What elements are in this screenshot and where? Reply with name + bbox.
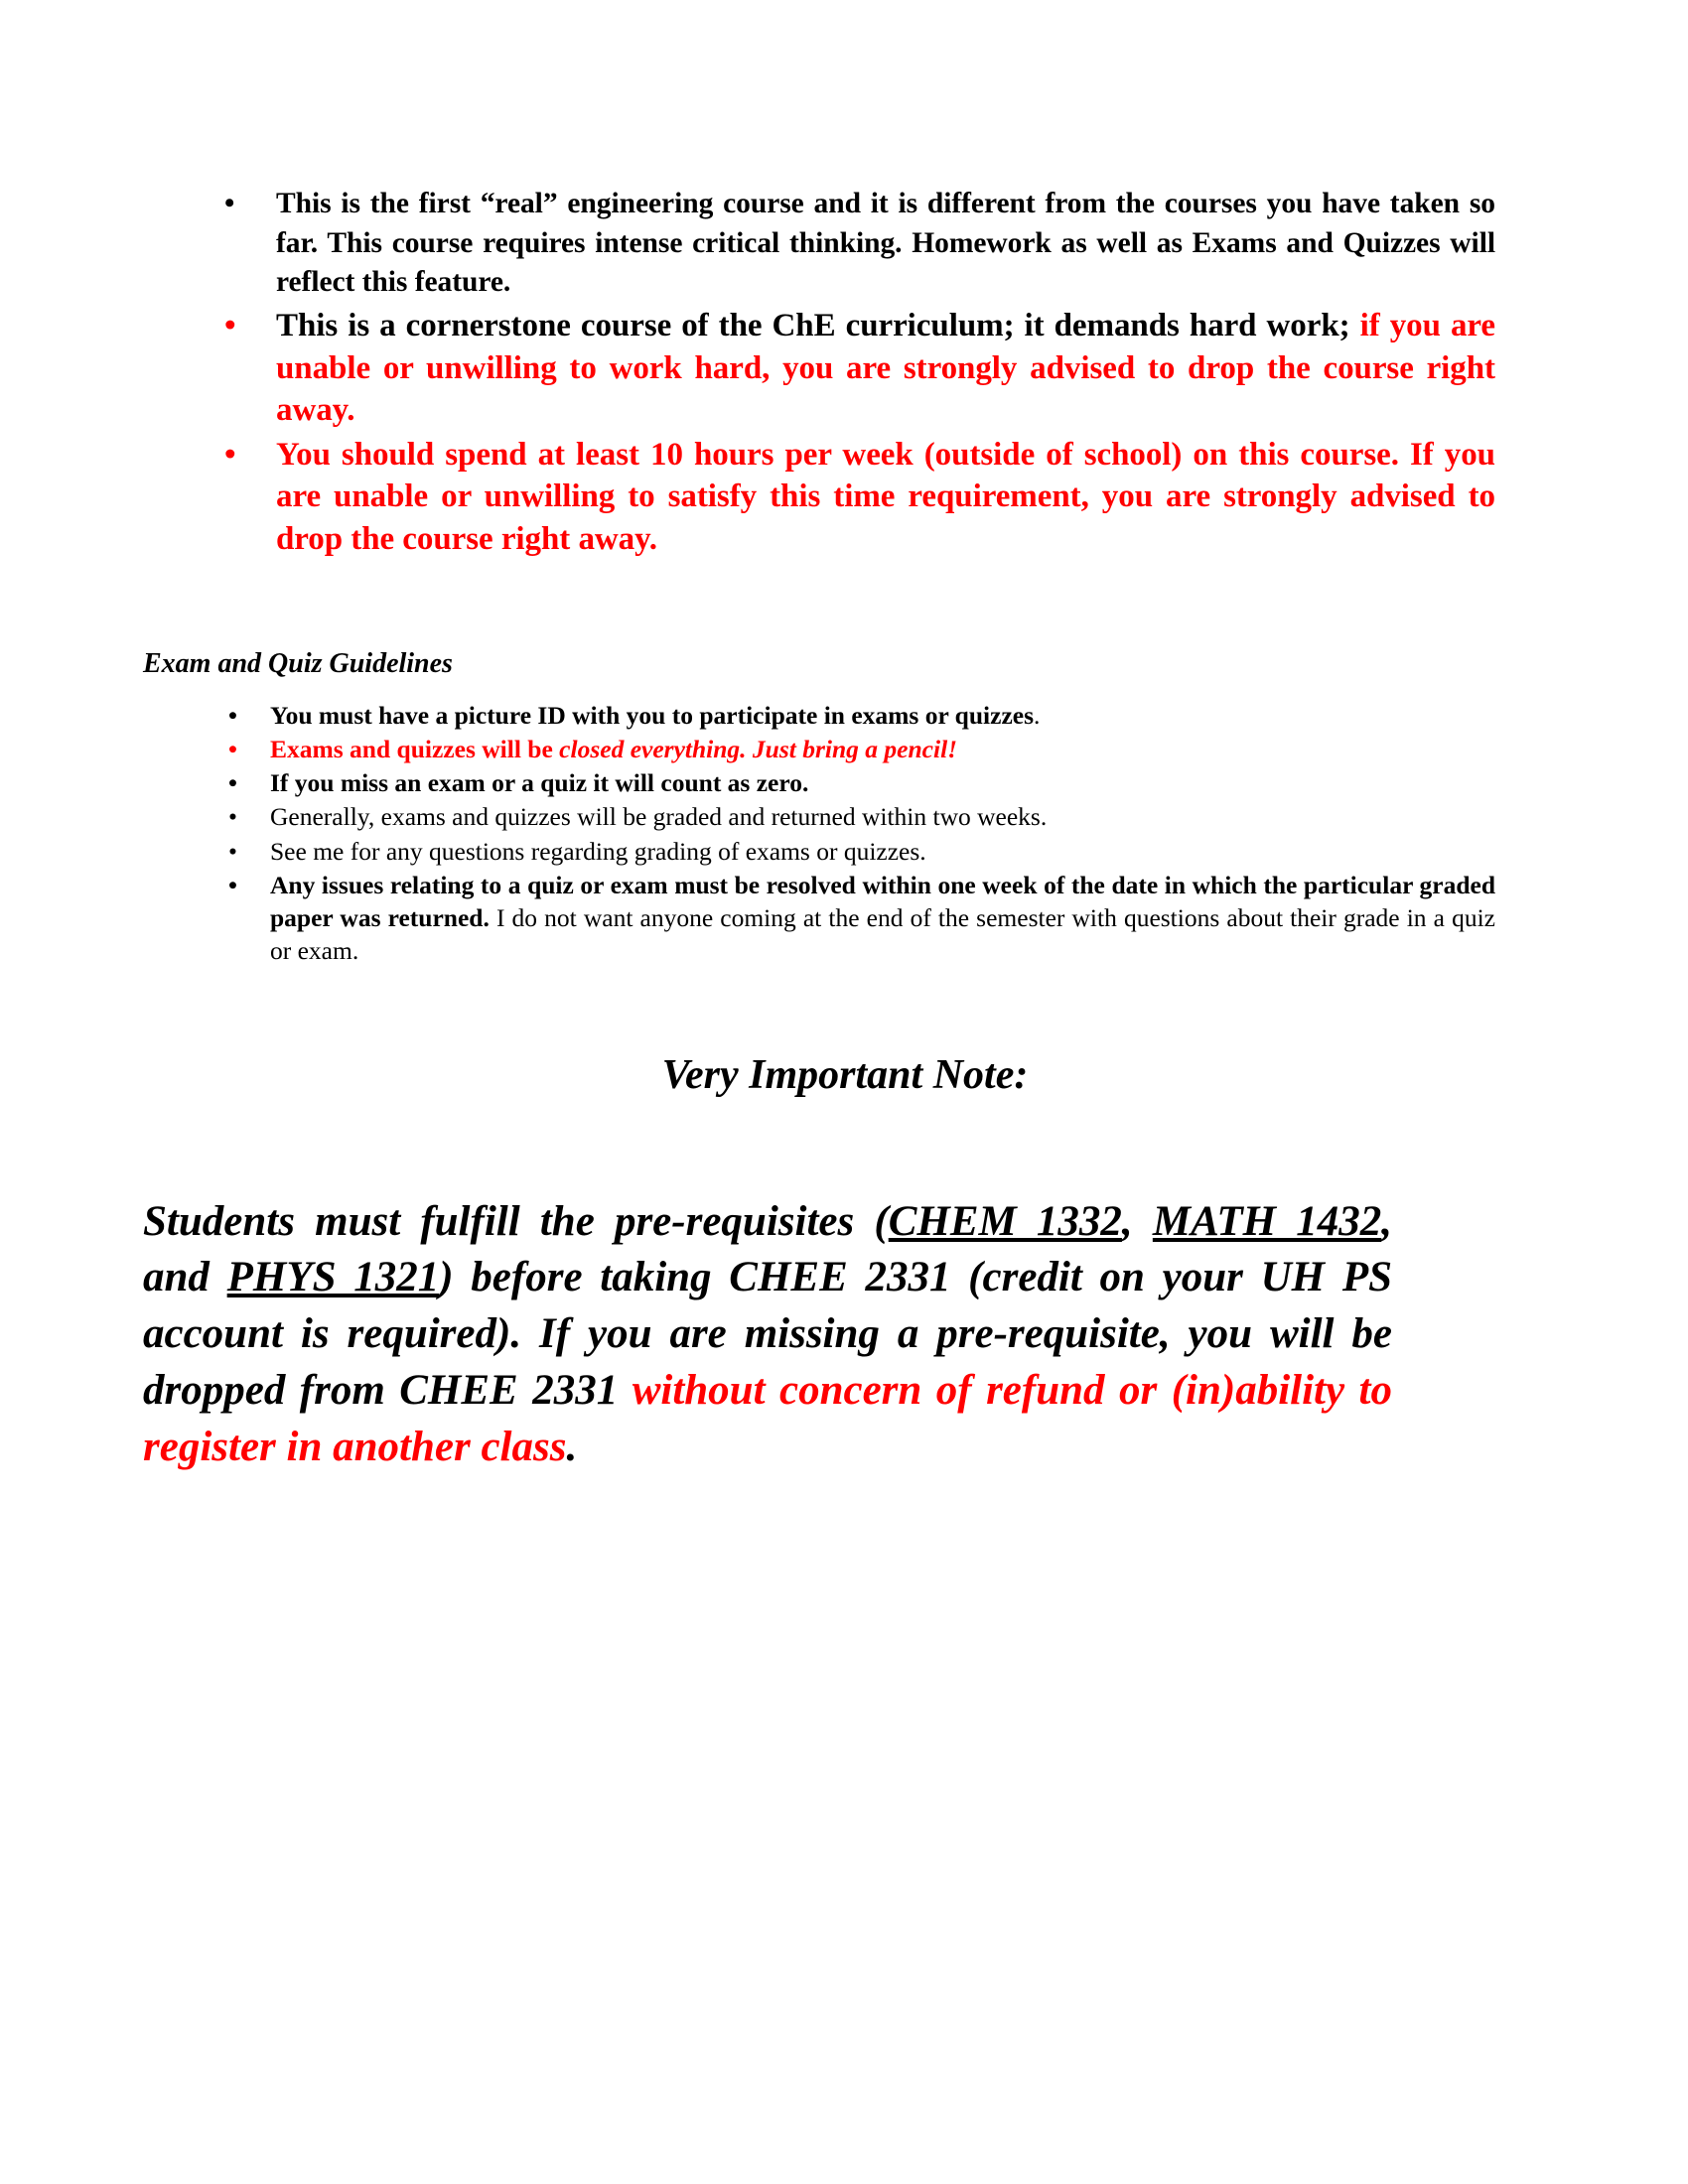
bullet-glyph-icon: • [228, 870, 237, 899]
document-content [143, 185, 1495, 1475]
list-item [195, 800, 1495, 833]
intro-bullet-1-text: This is the first “real” engineering course and it is different from the courses you have taken so far. This course requires intense critical thinking. Homework as well as Exams and Quizzes will reflect this feature. [276, 188, 1495, 299]
list-item [195, 185, 1495, 303]
prereq-course-math: MATH 1432 [1152, 1197, 1382, 1245]
exam-bullet-3-text: If you miss an exam or a quiz it will count as zero. [270, 768, 809, 798]
prerequisite-notice-paragraph [143, 1194, 1392, 1476]
list-item [195, 305, 1495, 432]
prereq-seg-4: ) before taking CHEE 2331 (credit on your UH PS account is required). If you are missing a pre-requisite, you will be dropped from CHEE 2331 [143, 1254, 1392, 1414]
bullet-glyph-icon: • [224, 308, 236, 344]
exam-bullet-6-text-bold: Any issues relating to a quiz or exam must be resolved within one week of the date in which the particular graded paper was returned. [270, 870, 1495, 932]
list-item [195, 835, 1495, 868]
prereq-seg-end: . [566, 1423, 578, 1470]
list-item [195, 733, 1495, 765]
bullet-glyph-icon: • [224, 436, 236, 473]
prereq-seg-1: Students must fulfill the pre-requisites ( [143, 1197, 889, 1245]
bullet-glyph-icon: • [228, 768, 237, 798]
bullet-glyph-icon: • [228, 700, 237, 730]
intro-bullet-2-text-red: if you are unable or unwilling to work hard, you are strongly advised to drop the course right away. [276, 308, 1495, 429]
list-item [195, 699, 1495, 732]
very-important-note-heading: Very Important Note: [661, 1052, 1029, 1099]
list-item [195, 434, 1495, 561]
list-item [195, 869, 1495, 967]
exam-guidelines-heading: Exam and Quiz Guidelines [143, 648, 453, 680]
intro-bullet-list [195, 185, 1495, 560]
prereq-seg-2: , [1121, 1197, 1153, 1245]
exam-bullet-1-text: You must have a picture ID with you to participate in exams or quizzes [270, 700, 1035, 730]
prereq-course-chem: CHEM 1332 [888, 1197, 1122, 1245]
bullet-glyph-icon: • [228, 802, 237, 832]
exam-bullet-1-period: . [1034, 700, 1041, 730]
bullet-glyph-icon: • [228, 836, 237, 866]
prereq-course-phys: PHYS 1321 [226, 1254, 440, 1301]
intro-bullet-3-text: You should spend at least 10 hours per week (outside of school) on this course. If you are unable or unwilling to satisfy this time requirement, you are strongly advised to drop the course right away. [276, 436, 1495, 557]
intro-bullet-2-text-black: This is a cornerstone course of the ChE curriculum; it demands hard work; [276, 308, 1360, 344]
list-item [195, 766, 1495, 799]
exam-bullet-5-text: See me for any questions regarding grading of exams or quizzes. [270, 836, 926, 866]
prereq-warning-red: without concern of refund or (in)ability to register in another class [143, 1366, 1393, 1470]
exam-guidelines-list [195, 699, 1495, 967]
exam-bullet-4-text: Generally, exams and quizzes will be graded and returned within two weeks. [270, 802, 1048, 832]
bullet-glyph-icon: • [228, 735, 237, 764]
exam-bullet-6-text-regular: I do not want anyone coming at the end of the semester with questions about their grade in a quiz or exam. [270, 902, 1495, 965]
exam-bullet-2-emphasis: closed everything. Just bring a pencil! [559, 735, 958, 764]
exam-bullet-2-text: Exams and quizzes will be [270, 735, 560, 764]
bullet-glyph-icon: • [224, 188, 235, 219]
prereq-seg-3: , and [143, 1197, 1393, 1301]
